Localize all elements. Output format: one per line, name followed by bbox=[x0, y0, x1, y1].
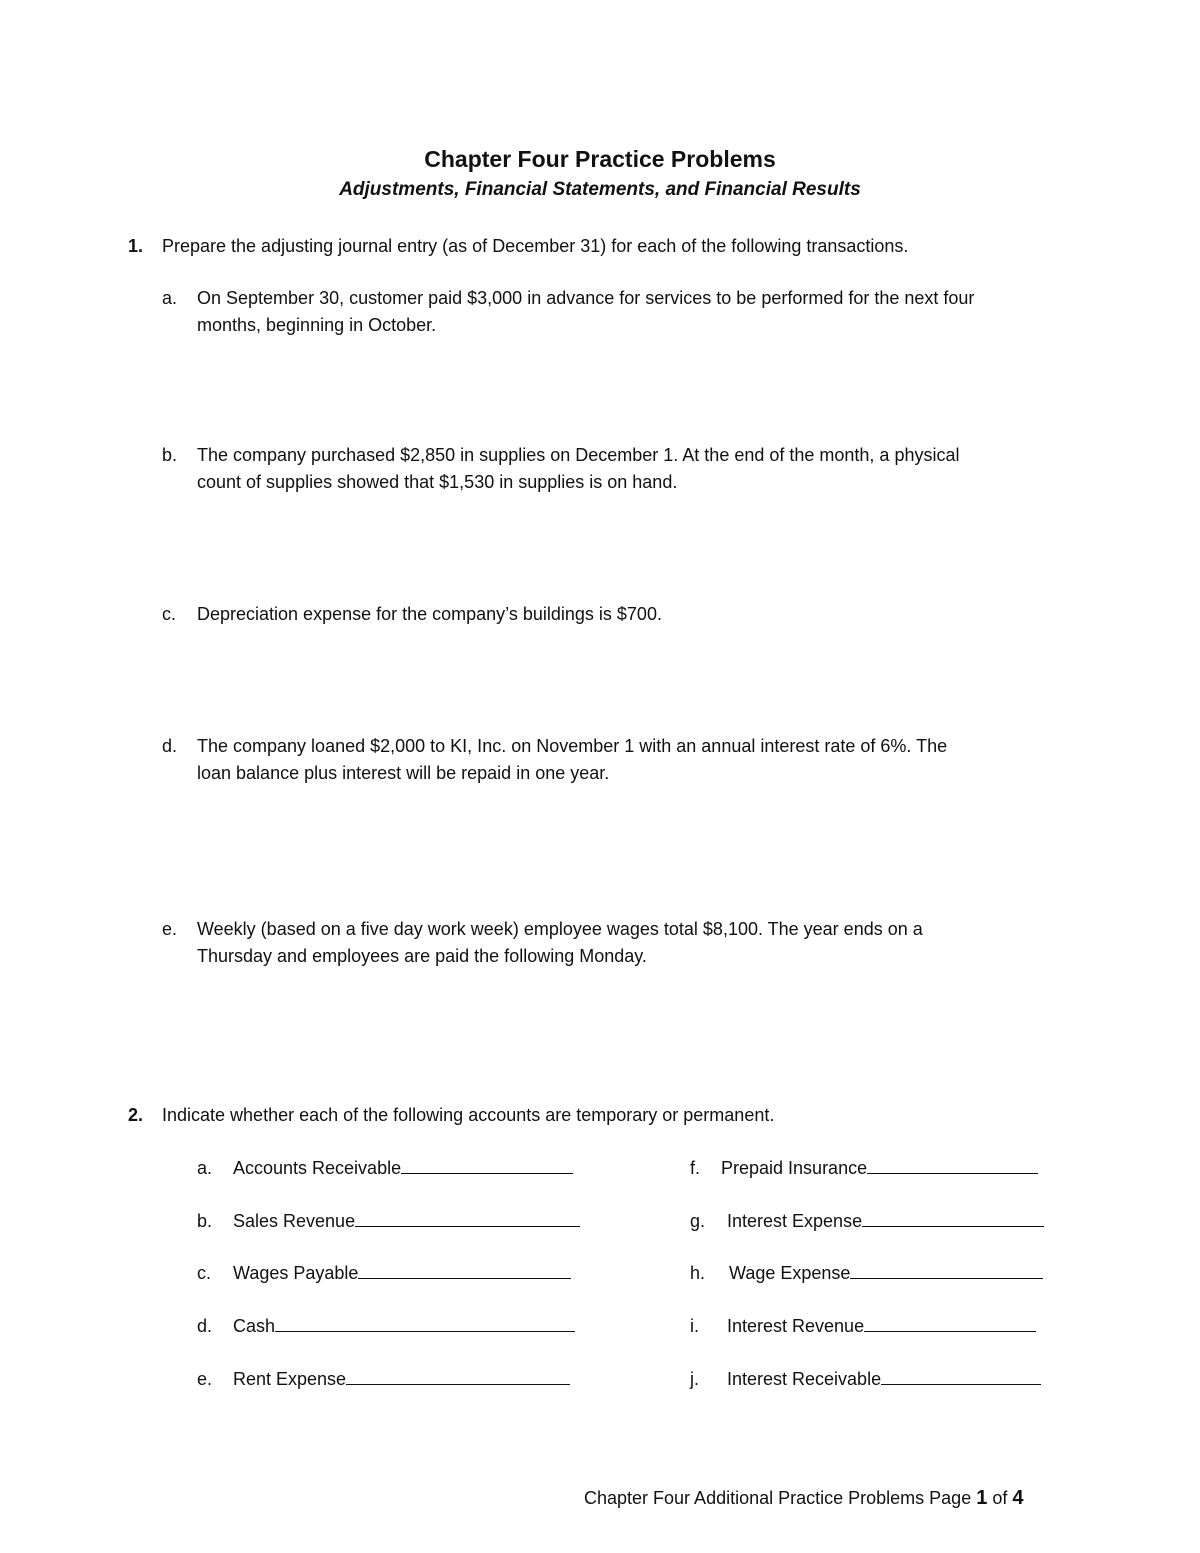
account-row bbox=[233, 1208, 580, 1235]
question-number: 1. bbox=[128, 236, 144, 256]
account-label: Wage Expense bbox=[729, 1263, 851, 1283]
page-subtitle: Adjustments, Financial Statements, and Financial Results bbox=[339, 179, 861, 200]
account-label: Cash bbox=[233, 1316, 276, 1336]
account-letter: d. bbox=[197, 1316, 213, 1336]
footer-page-total: 4 bbox=[1012, 1487, 1024, 1509]
account-label: Wages Payable bbox=[233, 1263, 359, 1283]
account-letter: a. bbox=[197, 1158, 213, 1178]
footer-of: of bbox=[992, 1488, 1008, 1508]
account-row bbox=[233, 1366, 570, 1393]
account-label: Accounts Receivable bbox=[233, 1158, 402, 1178]
account-row bbox=[233, 1155, 573, 1182]
account-row bbox=[729, 1260, 1043, 1287]
answer-blank[interactable] bbox=[881, 1366, 1041, 1385]
item-text: Weekly (based on a five day work week) employee wages total $8,100. The year ends on a bbox=[197, 919, 923, 939]
item-text: loan balance plus interest will be repaid in one year. bbox=[197, 763, 610, 783]
account-label: Interest Expense bbox=[727, 1211, 863, 1231]
answer-blank[interactable] bbox=[864, 1313, 1036, 1332]
account-row bbox=[233, 1313, 575, 1340]
answer-blank[interactable] bbox=[862, 1208, 1044, 1227]
account-letter: b. bbox=[197, 1211, 213, 1231]
account-row bbox=[233, 1260, 571, 1287]
answer-blank[interactable] bbox=[401, 1155, 573, 1174]
account-letter: c. bbox=[197, 1263, 212, 1283]
account-row bbox=[727, 1208, 1044, 1235]
item-text: count of supplies showed that $1,530 in supplies is on hand. bbox=[197, 472, 678, 492]
answer-blank[interactable] bbox=[358, 1260, 571, 1279]
account-letter: j. bbox=[690, 1369, 699, 1389]
account-label: Interest Revenue bbox=[727, 1316, 865, 1336]
account-label: Prepaid Insurance bbox=[721, 1158, 868, 1178]
page-footer bbox=[584, 1487, 1024, 1510]
account-label: Sales Revenue bbox=[233, 1211, 356, 1231]
account-letter: h. bbox=[690, 1263, 706, 1283]
account-label: Interest Receivable bbox=[727, 1369, 882, 1389]
item-text: On September 30, customer paid $3,000 in advance for services to be performed for the next four bbox=[197, 288, 975, 308]
answer-blank[interactable] bbox=[850, 1260, 1043, 1279]
answer-blank[interactable] bbox=[346, 1366, 570, 1385]
account-letter: f. bbox=[690, 1158, 701, 1178]
answer-blank[interactable] bbox=[867, 1155, 1038, 1174]
account-letter: e. bbox=[197, 1369, 213, 1389]
item-text: The company loaned $2,000 to KI, Inc. on November 1 with an annual interest rate of 6%. The bbox=[197, 736, 948, 756]
item-letter: d. bbox=[162, 736, 178, 756]
question-number: 2. bbox=[128, 1105, 144, 1125]
footer-page-number: 1 bbox=[976, 1487, 988, 1509]
footer-text: Chapter Four Additional Practice Problems Page bbox=[584, 1488, 972, 1508]
item-letter: e. bbox=[162, 919, 178, 939]
page-title: Chapter Four Practice Problems bbox=[424, 146, 776, 172]
question-prompt: Prepare the adjusting journal entry (as of December 31) for each of the following transactions. bbox=[162, 236, 909, 256]
item-text: months, beginning in October. bbox=[197, 315, 437, 335]
item-letter: b. bbox=[162, 445, 178, 465]
item-letter: a. bbox=[162, 288, 178, 308]
item-text: Depreciation expense for the company’s buildings is $700. bbox=[197, 604, 662, 624]
item-letter: c. bbox=[162, 604, 177, 624]
item-text: The company purchased $2,850 in supplies on December 1. At the end of the month, a physical bbox=[197, 445, 960, 465]
answer-blank[interactable] bbox=[275, 1313, 575, 1332]
question-prompt: Indicate whether each of the following accounts are temporary or permanent. bbox=[162, 1105, 775, 1125]
account-label: Rent Expense bbox=[233, 1369, 347, 1389]
account-letter: g. bbox=[690, 1211, 706, 1231]
account-row bbox=[721, 1155, 1038, 1182]
answer-blank[interactable] bbox=[355, 1208, 580, 1227]
account-row bbox=[727, 1366, 1041, 1393]
account-row bbox=[727, 1313, 1036, 1340]
item-text: Thursday and employees are paid the following Monday. bbox=[197, 946, 647, 966]
account-letter: i. bbox=[690, 1316, 699, 1336]
